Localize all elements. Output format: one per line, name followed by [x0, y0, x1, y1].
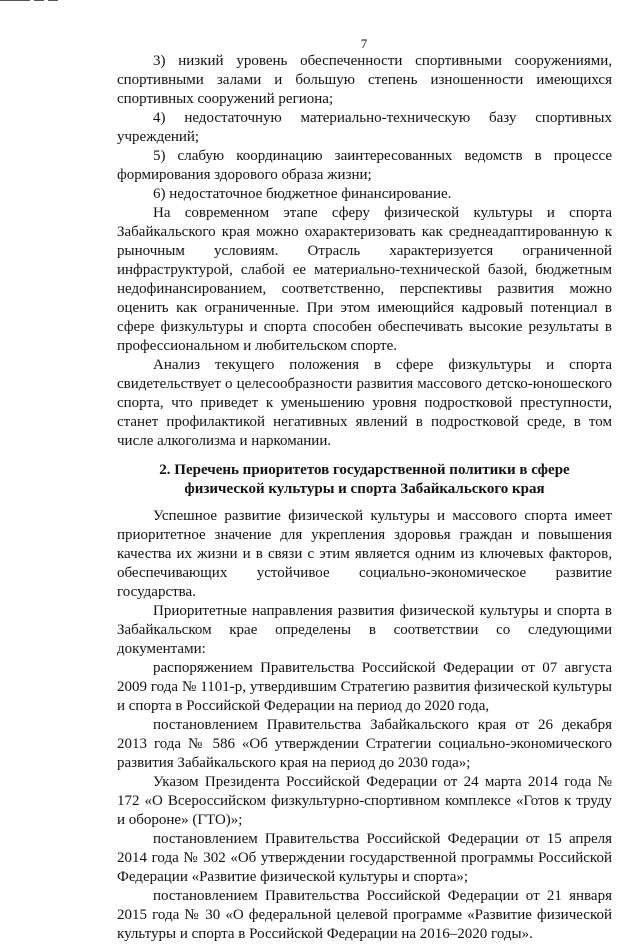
- paragraph: Анализ текущего положения в сфере физкультуры и спорта свидетельствует о целесообразности развития массового детско-юношеского спорта, что приведет к уменьшению уровня подростковой преступности, станет профилактикой негативных явлений в подростковой среде, в том числе алкоголизма и наркомании.: [117, 357, 612, 449]
- paragraph: 6) недостаточное бюджетное финансирование.: [153, 186, 452, 202]
- page-number: 7: [360, 36, 368, 51]
- paragraph: распоряжением Правительства Российской Федерации от 07 августа 2009 года № 1101-р, утвердившим Стратегию развития физической культуры и спорта в Российской Федерации на период до 2020 года,: [117, 660, 612, 714]
- paragraph: 3) низкий уровень обеспеченности спортивными сооружениями, спортивными залами и большую степень изношенности имеющихся спортивных сооружений региона;: [117, 53, 612, 107]
- paragraph: Успешное развитие физической культуры и массового спорта имеет приоритетное значение для укрепления здоровья граждан и повышения качества их жизни и в связи с этим является одним из ключевых факторов, обеспечивающих устойчивое социально-экономическое развитие государства.: [117, 508, 612, 600]
- document-body: [117, 52, 612, 944]
- paragraph: На современном этапе сферу физической культуры и спорта Забайкальского края можно охарактеризовать как среднеадаптированную к рыночным условиям. Отрасль характеризуется ограниченной инфраструктурой, слабой ее материально-технической базой, бюджетным недофинансированием, соответственно, перспективы развития можно оценить как ограниченные. При этом имеющийся кадровый потенциал в сфере физкультуры и спорта способен обеспечивать высокие результаты в профессиональном и любительском спорте.: [117, 205, 612, 354]
- section-heading-line: физической культуры и спорта Забайкальского края: [184, 481, 545, 497]
- paragraph: Указом Президента Российской Федерации от 24 марта 2014 года № 172 «О Всероссийском физкультурно-спортивном комплексе «Готов к труду и обороне» (ГТО)»;: [117, 774, 612, 828]
- paragraph: Приоритетные направления развития физической культуры и спорта в Забайкальском крае определены в соответствии со следующими документами:: [117, 603, 612, 657]
- section-heading: [117, 461, 612, 499]
- paragraph: постановлением Правительства Российской Федерации от 21 января 2015 года № 30 «О федеральной целевой программе «Развитие физической культуры и спорта в Российской Федерации на 2016–2020 годы».: [117, 888, 612, 942]
- paragraph: постановлением Правительства Забайкальского края от 26 декабря 2013 года № 586 «Об утверждении Стратегии социально-экономического развития Забайкальского края на период до 2030 года»;: [117, 717, 612, 771]
- section-heading-line: 2. Перечень приоритетов государственной политики в сфере: [159, 462, 570, 478]
- paragraph: 5) слабую координацию заинтересованных ведомств в процессе формирования здорового образа жизни;: [117, 148, 612, 183]
- scan-corner-mark: [0, 0, 60, 4]
- paragraph: 4) недостаточную материально-техническую базу спортивных учреждений;: [117, 110, 612, 145]
- paragraph: постановлением Правительства Российской Федерации от 15 апреля 2014 года № 302 «Об утверждении государственной программы Российской Федерации «Развитие физической культуры и спорта»;: [117, 831, 612, 885]
